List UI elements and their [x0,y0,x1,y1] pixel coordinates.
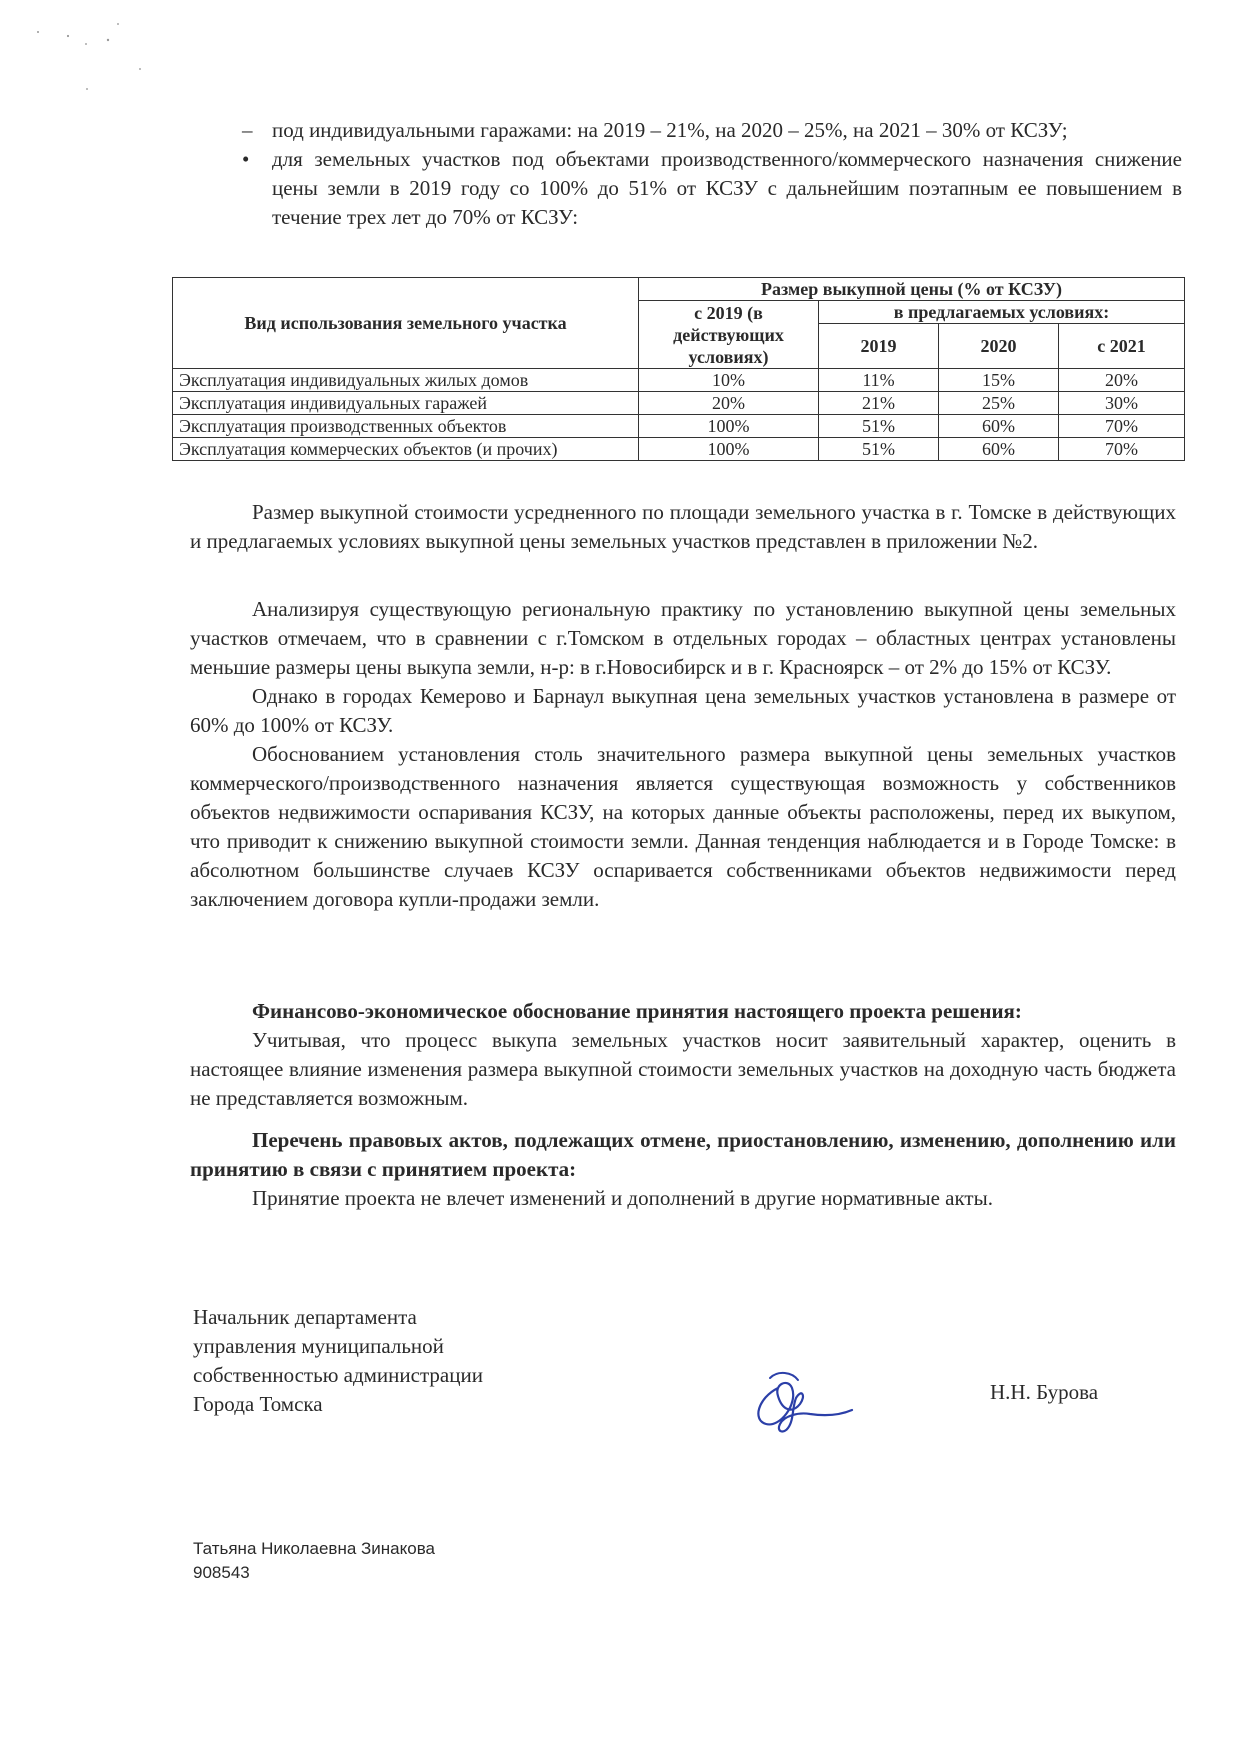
column-group-header: Размер выкупной цены (% от КСЗУ) [639,278,1185,301]
column-header-2019: 2019 [819,324,939,369]
cell-2019: 11% [819,369,939,392]
dash-bullet-icon: – [242,118,253,142]
cell-2021: 30% [1059,392,1185,415]
scan-specks-decoration [30,14,170,104]
paragraph-block-2 [190,595,1176,914]
signer-name: Н.Н. Бурова [990,1380,1099,1404]
cell-2019: 21% [819,392,939,415]
table-row [173,369,1185,392]
heading-legal-acts: Перечень правовых актов, подлежащих отмене, приостановлению, изменению, дополнению или принятию в связи с принятием проекта: [190,1128,1176,1181]
bullet-text: под индивидуальными гаражами: на 2019 – 21%, на 2020 – 25%, на 2021 – 30% от КСЗУ; [272,118,1068,142]
cell-2020: 25% [939,392,1059,415]
column-subgroup-header: в предлагаемых условиях: [819,301,1185,324]
table-row [173,392,1185,415]
cell-2021: 70% [1059,438,1185,461]
position-line: управления муниципальной [193,1334,444,1358]
position-line: Начальник департамента [193,1305,417,1329]
paragraph-legal-acts: Принятие проекта не влечет изменений и дополнений в другие нормативные акты. [252,1186,993,1210]
column-header-2020: 2020 [939,324,1059,369]
paragraph-kemerovo-barnaul: Однако в городах Кемерово и Барнаул выкупная цена земельных участков установлена в размере от 60% до 100% от КСЗУ. [190,684,1176,737]
bullet-item [242,145,1182,232]
cell-current: 100% [639,438,819,461]
paragraph-block-1 [190,498,1176,556]
price-table [172,277,1185,461]
paragraph-appendix: Размер выкупной стоимости усредненного по площади земельного участка в г. Томске в действующих и предлагаемых условиях выкупной цены земельных участков представлен в приложении №2. [190,500,1176,553]
table-row [173,415,1185,438]
row-label: Эксплуатация индивидуальных гаражей [173,392,639,415]
column-header-usage: Вид использования земельного участка [173,278,639,369]
cell-2020: 15% [939,369,1059,392]
cell-2021: 70% [1059,415,1185,438]
paragraph-regional-practice: Анализируя существующую региональную практику по установлению выкупной цены земельных участков отмечаем, что в сравнении с г.Томском в отдельных городах – областных центрах установлены меньшие размеры цены выкупа земли, н-р: в г.Новосибирск и в г. Красноярск – от 2% до 15% от КСЗУ. [190,597,1176,679]
row-label: Эксплуатация индивидуальных жилых домов [173,369,639,392]
bullet-item [242,116,1182,145]
executor-name: Татьяна Николаевна Зинакова [193,1539,436,1558]
column-header-2019-current: с 2019 (в действующих условиях) [639,301,819,369]
heading-financial-justification: Финансово-экономическое обоснование принятия настоящего проекта решения: [252,999,1022,1023]
cell-current: 100% [639,415,819,438]
bullet-list [242,116,1182,232]
dot-bullet-icon: • [242,147,250,171]
column-header-2021: с 2021 [1059,324,1185,369]
handwritten-signature-icon [748,1358,858,1438]
signatory-position [193,1303,483,1419]
bullet-text: для земельных участков под объектами производственного/коммерческого назначения снижение цены земли в 2019 году со 100% до 51% от КСЗУ с дальнейшим поэтапным ее повышением в течение трех лет до 70% от КСЗУ: [272,147,1182,229]
price-table-container [172,277,1184,461]
executor-info [193,1537,435,1585]
row-label: Эксплуатация производственных объектов [173,415,639,438]
cell-current: 10% [639,369,819,392]
cell-2020: 60% [939,415,1059,438]
table-row [173,438,1185,461]
paragraph-block-3 [190,997,1176,1113]
executor-phone: 908543 [193,1563,250,1582]
position-line: собственностью администрации [193,1363,483,1387]
cell-2019: 51% [819,415,939,438]
paragraph-block-4 [190,1126,1176,1213]
cell-2021: 20% [1059,369,1185,392]
position-line: Города Томска [193,1392,323,1416]
cell-current: 20% [639,392,819,415]
cell-2020: 60% [939,438,1059,461]
row-label: Эксплуатация коммерческих объектов (и прочих) [173,438,639,461]
cell-2019: 51% [819,438,939,461]
paragraph-justification: Обоснованием установления столь значительного размера выкупной цены земельных участков коммерческого/производственного назначения является существующая возможность у собственников объектов недвижимости оспаривания КСЗУ, на которых данные объекты расположены, перед их выкупом, что приводит к снижению выкупной стоимости земли. Данная тенденция наблюдается и в Городе Томске: в абсолютном большинстве случаев КСЗУ оспаривается собственниками объектов недвижимости перед заключением договора купли-продажи земли. [190,742,1176,911]
paragraph-financial: Учитывая, что процесс выкупа земельных участков носит заявительный характер, оценить в настоящее влияние изменения размера выкупной стоимости земельных участков на доходную часть бюджета не представляется возможным. [190,1028,1176,1110]
